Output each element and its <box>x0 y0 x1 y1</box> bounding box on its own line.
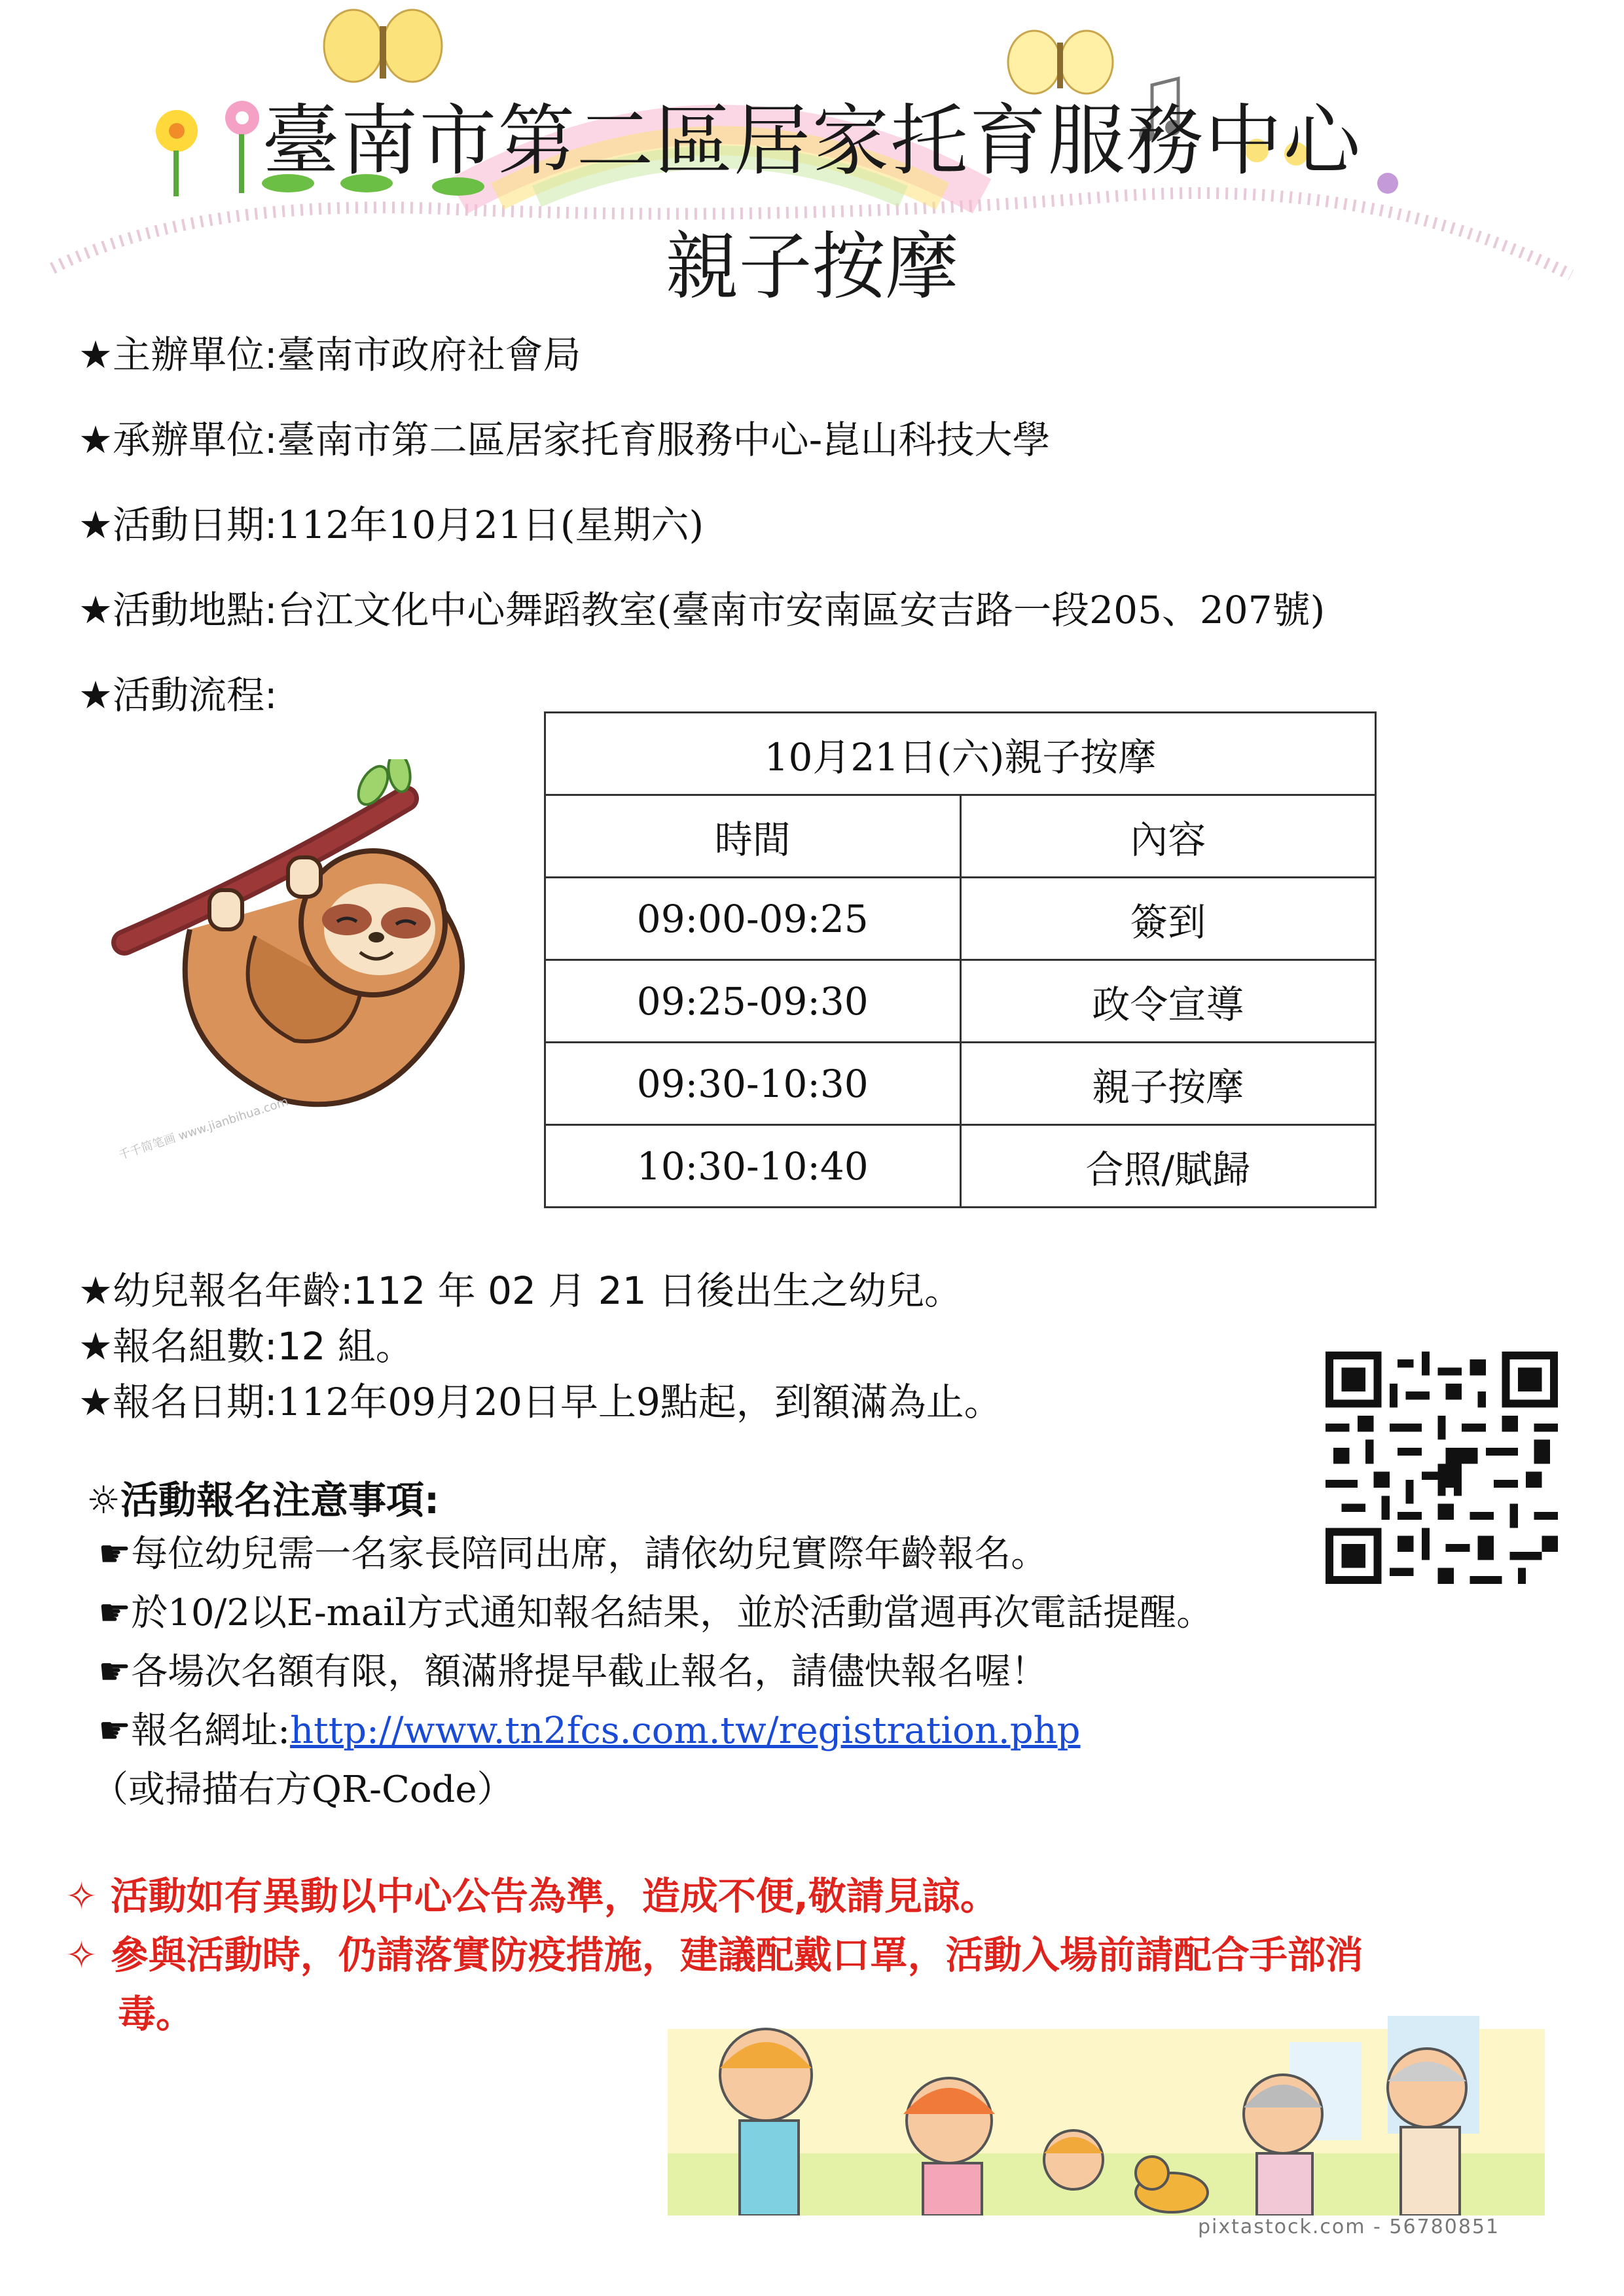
time-cell: 10:30-10:40 <box>545 1125 961 1208</box>
butterfly-icon <box>324 10 442 82</box>
note-item: ☛每位幼兒需一名家長陪同出席，請依幼兒實際年齡報名。 <box>98 1533 1048 1575</box>
contractor-value: 臺南市第二區居家托育服務中心-崑山科技大學 <box>277 418 1051 462</box>
reg-date-label: ★報名日期: <box>79 1380 278 1424</box>
contractor-line <box>79 409 1050 464</box>
table-header-row <box>545 795 1376 878</box>
page-title: 臺南市第二區居家托育服務中心 <box>262 96 1362 186</box>
groups-value: 12 組。 <box>277 1324 414 1369</box>
groups-line <box>79 1316 414 1371</box>
date-value: 112年10月21日(星期六) <box>277 503 704 547</box>
table-row <box>545 1043 1376 1125</box>
table-row <box>545 1125 1376 1208</box>
schedule-table <box>544 711 1377 1208</box>
registration-link[interactable]: http://www.tn2fcs.com.tw/registration.php <box>290 1710 1081 1752</box>
page-subtitle: 親子按摩 <box>665 224 959 310</box>
content-cell: 政令宣導 <box>960 960 1376 1043</box>
sloth-illustration <box>111 759 504 1126</box>
location-line <box>79 579 1325 634</box>
content-cell: 合照/賦歸 <box>960 1125 1376 1208</box>
location-value: 台江文化中心舞蹈教室(臺南市安南區安吉路一段205、207號) <box>277 588 1326 632</box>
time-cell: 09:30-10:30 <box>545 1043 961 1125</box>
table-row <box>545 960 1376 1043</box>
qr-code[interactable] <box>1326 1352 1558 1584</box>
groups-label: ★報名組數: <box>79 1324 278 1369</box>
organizer-label: ★主辦單位: <box>79 332 278 377</box>
flow-label: ★活動流程: <box>79 673 278 717</box>
contractor-label: ★承辦單位: <box>79 418 278 462</box>
family-illustration <box>668 2003 1545 2215</box>
table-caption-row <box>545 713 1376 795</box>
person-figure <box>1044 2130 1103 2189</box>
person-figure <box>1388 2049 1466 2215</box>
flow-line <box>79 664 278 719</box>
date-label: ★活動日期: <box>79 503 278 547</box>
schedule-caption: 10月21日(六)親子按摩 <box>545 713 1376 795</box>
time-cell: 09:25-09:30 <box>545 960 961 1043</box>
age-line <box>79 1260 962 1315</box>
age-label: ★幼兒報名年齡: <box>79 1268 353 1313</box>
content-cell: 親子按摩 <box>960 1043 1376 1125</box>
note-item: ☛於10/2以E-mail方式通知報名結果，並於活動當週再次電話提醒。 <box>98 1592 1214 1634</box>
url-label: ☛報名網址: <box>98 1710 291 1752</box>
location-label: ★活動地點: <box>79 588 278 632</box>
table-row <box>545 878 1376 960</box>
time-cell: 09:00-09:25 <box>545 878 961 960</box>
warning-line: ✧ 參與活動時，仍請落實防疫措施，建議配戴口罩，活動入場前請配合手部消 <box>65 1933 1363 1977</box>
sloth-watermark: 千千简笔画 www.jianbihua.com <box>117 1094 290 1163</box>
family-watermark: pixtastock.com - 56780851 <box>1198 2215 1500 2238</box>
content-cell: 簽到 <box>960 878 1376 960</box>
note-item: ☛各場次名額有限，額滿將提早截止報名，請儘快報名喔！ <box>98 1651 1048 1693</box>
reg-date-value: 112年09月20日早上9點起，到額滿為止。 <box>277 1380 1002 1424</box>
warning-line: 毒。 <box>118 1992 194 2036</box>
url-line <box>98 1702 1081 1754</box>
organizer-line <box>79 324 581 379</box>
date-line <box>79 494 704 549</box>
notes-heading: ☼活動報名注意事項: <box>86 1478 440 1522</box>
organizer-value: 臺南市政府社會局 <box>277 332 581 377</box>
col-header-time: 時間 <box>545 795 961 878</box>
age-value: 112 年 02 月 21 日後出生之幼兒。 <box>353 1268 963 1313</box>
reg-date-line <box>79 1371 1002 1426</box>
col-header-content: 內容 <box>960 795 1376 878</box>
qr-hint: （或掃描右方QR-Code） <box>92 1768 514 1811</box>
warning-line: ✧ 活動如有異動以中心公告為準，造成不便,敬請見諒。 <box>65 1874 998 1918</box>
